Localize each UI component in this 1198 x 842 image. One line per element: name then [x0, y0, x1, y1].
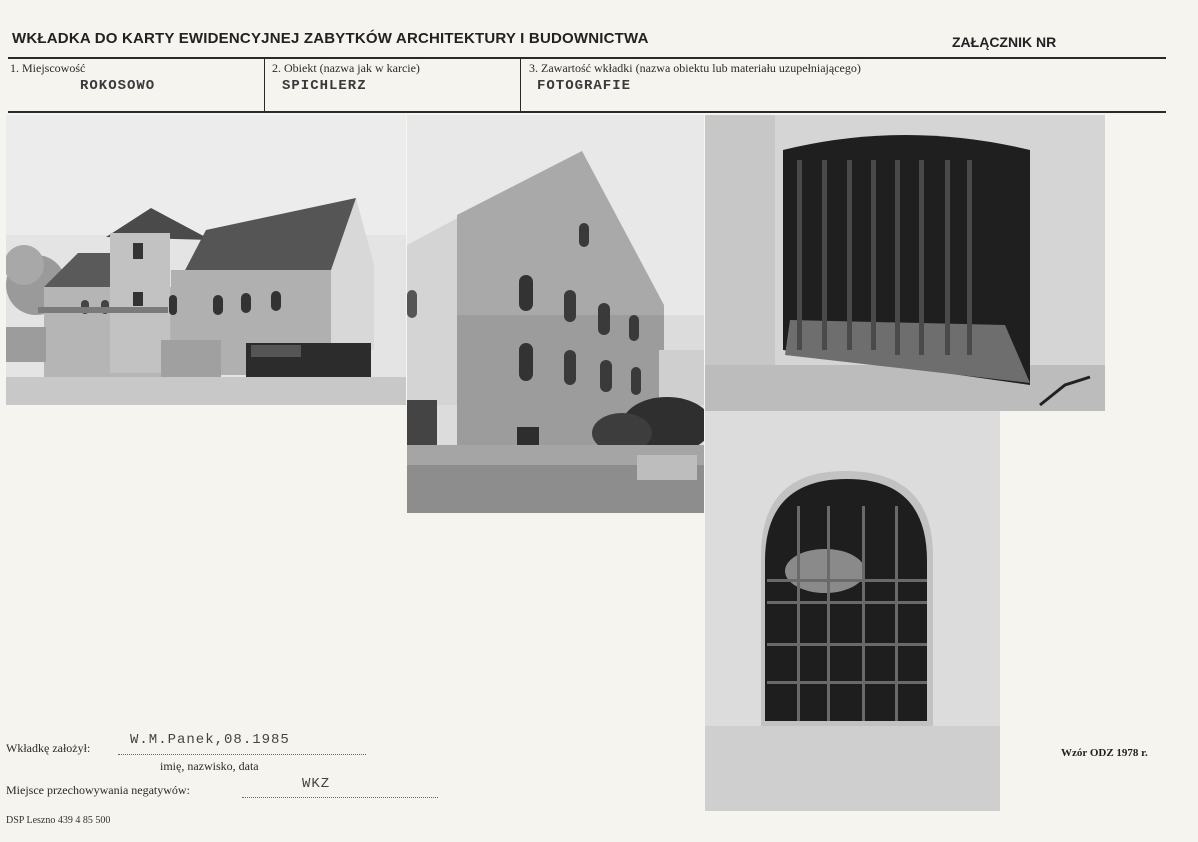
negatives-storage-label: Miejsce przechowywania negatywów: [6, 783, 190, 797]
field-divider-2 [520, 59, 521, 111]
photo-granary-gable-wall [407, 115, 704, 513]
form-version: Wzór ODZ 1978 r. [1061, 747, 1148, 759]
content-value: FOTOGRAFIE [537, 78, 632, 94]
object-value: SPICHLERZ [282, 78, 367, 94]
locality-label: 1. Miejscowość [10, 61, 86, 75]
card-title: WKŁADKA DO KARTY EWIDENCYJNEJ ZABYTKÓW ARCHITEKTURY I BUDOWNICTWA [12, 30, 649, 47]
arched-barred-window-image [705, 411, 1000, 811]
granary-general-view-image [6, 115, 406, 405]
header-rule-bottom [8, 111, 1166, 113]
created-by-hint: imię, nazwisko, data [160, 759, 259, 773]
created-by-label: Wkładkę założył: [6, 741, 91, 755]
content-label: 3. Zawartość wkładki (nazwa obiektu lub materiału uzupełniającego) [529, 61, 861, 75]
object-label: 2. Obiekt (nazwa jak w karcie) [272, 61, 420, 75]
created-by-line [118, 754, 366, 755]
header-rule-top [8, 57, 1166, 59]
print-code: DSP Leszno 439 4 85 500 [6, 815, 111, 826]
photo-arched-barred-window [705, 411, 1000, 811]
negatives-storage-value: WKZ [302, 776, 331, 792]
annex-label: ZAŁĄCZNIK NR [952, 34, 1057, 50]
photo-barred-window-closeup [705, 115, 1105, 411]
granary-gable-wall-image [407, 115, 704, 513]
negatives-storage-line [242, 797, 438, 798]
field-divider-1 [264, 59, 265, 111]
created-by-value: W.M.Panek,08.1985 [130, 732, 290, 748]
photo-granary-general-view [6, 115, 406, 405]
locality-value: ROKOSOWO [80, 78, 156, 94]
barred-window-closeup-image [705, 115, 1105, 411]
